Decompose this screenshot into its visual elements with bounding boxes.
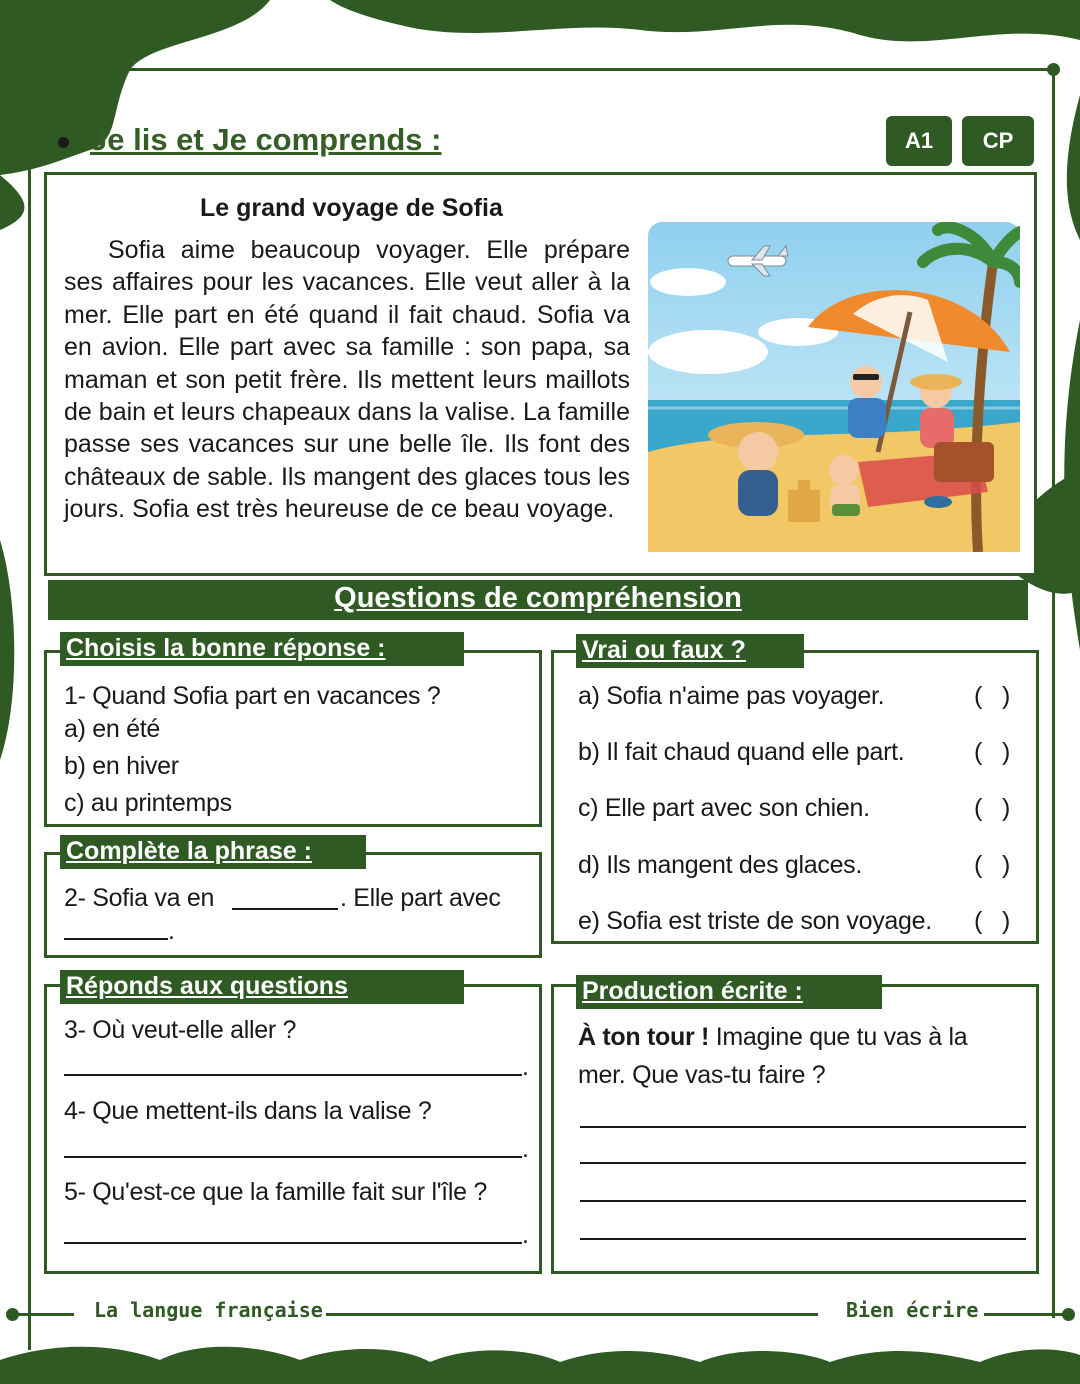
footer-dot-left (6, 1308, 19, 1321)
frame-left-line (28, 150, 31, 1350)
true-false-label: Vrai ou faux ? (576, 634, 804, 668)
tf-item-e: e) Sofia est triste de son voyage. (578, 907, 932, 935)
question-4: 4- Que mettent-ils dans la valise ? (64, 1097, 432, 1125)
answer-line-4[interactable] (64, 1156, 522, 1158)
production-prompt-line1 (578, 1022, 967, 1053)
page-title: Je lis et Je comprends : (90, 122, 442, 157)
answer-label: Réponds aux questions (60, 970, 464, 1004)
tf-mark-d[interactable]: ( ) (974, 851, 1010, 879)
complete-line1-end: . Elle part avec (340, 884, 501, 912)
complete-label: Complète la phrase : (60, 835, 366, 869)
production-label: Production écrite : (576, 975, 882, 1009)
footer-dot-right (1062, 1308, 1075, 1321)
answer-line-5[interactable] (64, 1242, 522, 1244)
mcq-option-a[interactable]: a) en été (64, 715, 160, 743)
production-prompt-line2: mer. Que vas-tu faire ? (578, 1061, 826, 1089)
mcq-option-c[interactable]: c) au printemps (64, 789, 232, 817)
bullet-icon (58, 137, 69, 148)
answer-line-3[interactable] (64, 1074, 522, 1076)
complete-line1-start: 2- Sofia va en (64, 884, 215, 912)
blank-line-1[interactable] (232, 908, 338, 910)
complete-line2-end: . (168, 917, 175, 945)
question-3: 3- Où veut-elle aller ? (64, 1016, 297, 1044)
mcq-label: Choisis la bonne réponse : (60, 632, 464, 666)
footer-left-text: La langue française (94, 1298, 323, 1322)
footer-line-middle (326, 1313, 818, 1316)
writing-line-2[interactable] (580, 1162, 1026, 1164)
footer-line-right (984, 1313, 1068, 1316)
answer-line-5-end: . (522, 1221, 529, 1249)
production-prompt-text: Imagine que tu vas à la (709, 1023, 968, 1051)
mcq-question: 1- Quand Sofia part en vacances ? (64, 682, 441, 710)
answer-line-3-end: . (522, 1053, 529, 1081)
level-badge: A1 (886, 116, 952, 166)
tf-mark-a[interactable]: ( ) (974, 682, 1010, 710)
frame-top-line (0, 68, 1054, 71)
frame-dot (1047, 63, 1060, 76)
answer-line-4-end: . (522, 1135, 529, 1163)
tf-mark-c[interactable]: ( ) (974, 794, 1010, 822)
story-text: Sofia aime beaucoup voyager. Elle prépare ses affaires pour les vacances. Elle veut aller à la mer. Elle part en été quand il fait chaud. Sofia va en avion. Elle part avec sa famille : son papa, sa maman et son petit frère. Ils mettent leurs maillots de bain et leurs chapeaux dans la valise. La famille passe ses vacances sur une belle île. Ils font des châteaux de sable. Ils mangent des glaces tous les jours. Sofia est très heureuse de ce beau voyage. (64, 236, 630, 524)
writing-line-1[interactable] (580, 1126, 1026, 1128)
section-title: Questions de compréhension (334, 582, 742, 614)
story-title: Le grand voyage de Sofia (200, 194, 503, 222)
tf-item-a: a) Sofia n'aime pas voyager. (578, 682, 885, 710)
tf-item-d: d) Ils mangent des glaces. (578, 851, 863, 879)
blank-line-2[interactable] (64, 938, 168, 940)
grade-badge: CP (962, 116, 1034, 166)
tf-mark-e[interactable]: ( ) (974, 907, 1010, 935)
tf-item-c: c) Elle part avec son chien. (578, 794, 870, 822)
footer-line-left (10, 1313, 74, 1316)
production-prompt-bold: À ton tour ! (578, 1023, 710, 1051)
beach-family-illustration (648, 222, 1020, 552)
tf-mark-b[interactable]: ( ) (974, 738, 1010, 766)
question-5: 5- Qu'est-ce que la famille fait sur l'île ? (64, 1178, 487, 1206)
frame-right-line (1052, 68, 1055, 1318)
mcq-option-b[interactable]: b) en hiver (64, 752, 179, 780)
tf-item-b: b) Il fait chaud quand elle part. (578, 738, 905, 766)
footer-right-text: Bien écrire (846, 1298, 979, 1322)
writing-line-4[interactable] (580, 1238, 1026, 1240)
writing-line-3[interactable] (580, 1200, 1026, 1202)
